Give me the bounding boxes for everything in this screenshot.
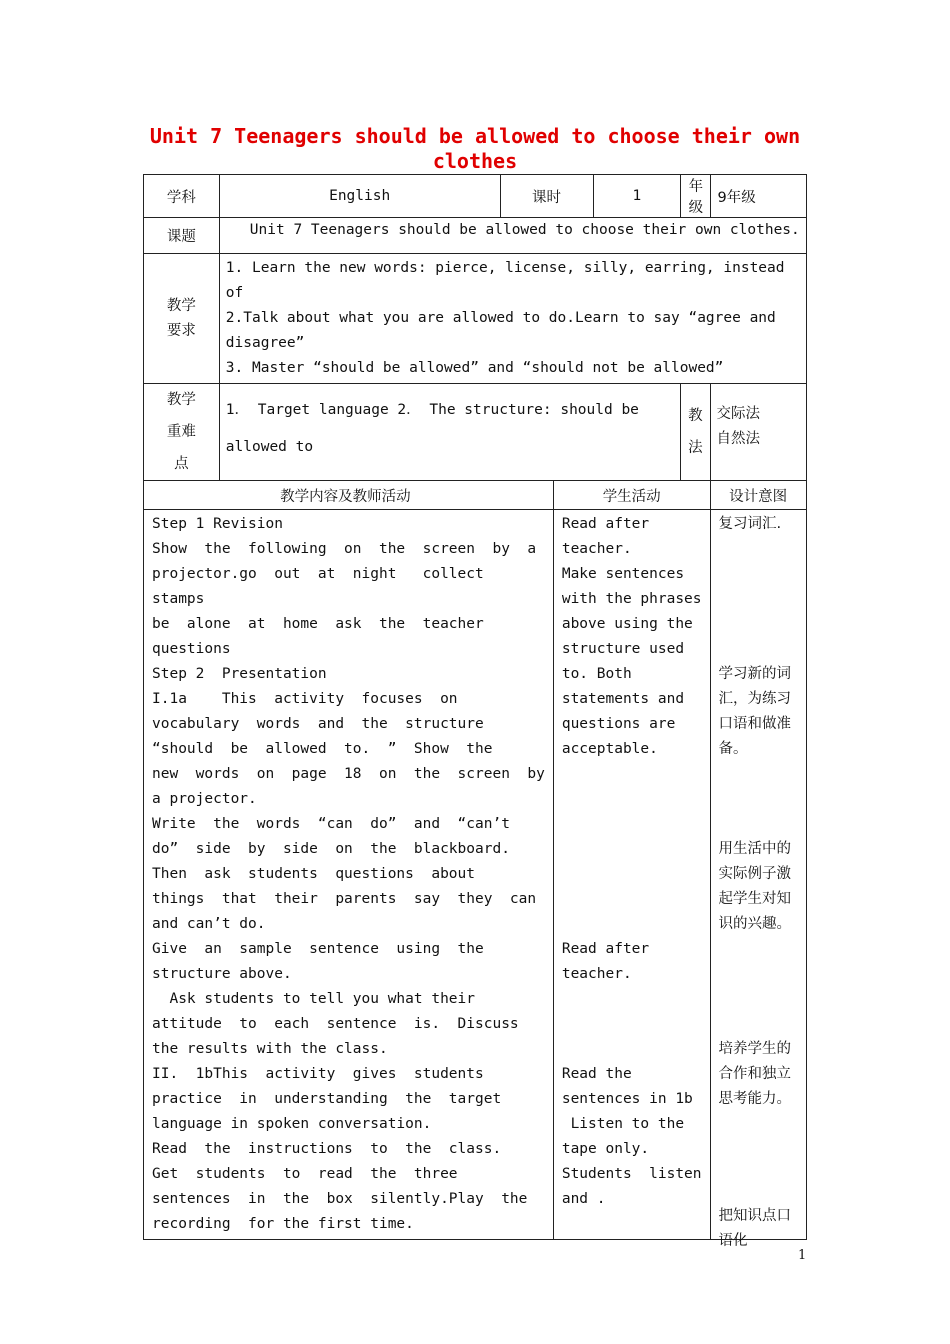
teacher-activity-line: Show the following on the screen by a: [152, 541, 537, 557]
grade-label: 年级: [681, 175, 711, 218]
teacher-activity-lines: [152, 512, 545, 1237]
student-activity-line: tape only.: [561, 1141, 650, 1157]
student-activity-line: [562, 837, 702, 862]
content-column-header: 教学内容及教师活动: [144, 481, 554, 510]
teacher-activity-line: things that their parents say they can: [152, 891, 537, 907]
key-points-label: 教学 重难 点: [144, 384, 220, 481]
key-points-text: 1． Target language 2． The structure: should be allowed to: [219, 384, 680, 481]
page-title: Unit 7 Teenagers should be allowed to choose their own clothes: [149, 124, 801, 173]
method-item: 交际法: [716, 406, 761, 422]
design-item: 培养学生的合作和独立思考能力。: [718, 1041, 792, 1107]
student-activity-line: [562, 762, 702, 787]
design-item: 把知识点口语化: [718, 1208, 792, 1249]
student-activity-line: [562, 1012, 702, 1037]
method-label: 教 法: [681, 384, 710, 481]
requirement-line: 1. Learn the new words: pierce, license, silly, earring, instead: [225, 260, 785, 276]
subject-label: 学科: [144, 175, 220, 218]
teacher-activity-line: practice in understanding the target: [152, 1091, 502, 1107]
design-item: 复习词汇.: [718, 516, 782, 532]
student-activity-line: Read the: [561, 1066, 632, 1082]
teacher-activity-line: vocabulary words and the structure: [152, 716, 484, 732]
teacher-activity-line: Read the instructions to the class.: [152, 1141, 502, 1157]
teacher-activity-line: stamps: [152, 591, 205, 607]
teacher-activity-line: Ask students to tell you what their: [152, 991, 476, 1007]
student-activity-line: [562, 987, 702, 1012]
student-activity-line: questions are: [561, 716, 676, 732]
teacher-activity-line: questions: [152, 641, 231, 657]
teacher-activity-line: “should be allowed to. ” Show the: [152, 741, 493, 757]
student-column-header: 学生活动: [553, 481, 710, 510]
teacher-activity-line: Step 2 Presentation: [152, 666, 327, 682]
info-row: [144, 175, 807, 218]
topic-value: Unit 7 Teenagers should be allowed to choose their own clothes.: [219, 218, 806, 254]
teacher-activity-line: a projector.: [152, 791, 257, 807]
topic-row: [144, 218, 807, 254]
teacher-activity-line: Give an sample sentence using the: [152, 941, 484, 957]
student-activities: [553, 510, 710, 1240]
teacher-activity-line: language in spoken conversation.: [152, 1116, 432, 1132]
teacher-activity-line: and can’t do.: [152, 916, 266, 932]
methods-list: [710, 384, 806, 481]
student-activity-line: [562, 912, 702, 937]
student-activity-line: [562, 887, 702, 912]
student-activity-line: Make sentences: [561, 566, 685, 582]
teacher-activity-line: II. 1bThis activity gives students: [152, 1066, 484, 1082]
grade-value: 9年级: [711, 175, 806, 218]
requirement-line: 2.Talk about what you are allowed to do.Learn to say “agree and: [225, 310, 776, 326]
teacher-activity-line: Get students to read the three: [152, 1166, 458, 1182]
design-column-header: 设计意图: [710, 481, 806, 510]
teacher-activity-line: new words on page 18 on the screen by: [152, 766, 545, 782]
student-activity-line: [562, 812, 702, 837]
period-value: 1: [593, 175, 681, 218]
teacher-activity-line: projector.go out at night collect: [152, 566, 484, 582]
teacher-activity-line: the results with the class.: [152, 1041, 388, 1057]
requirement-line: 3. Master “should be allowed” and “should not be allowed”: [225, 360, 724, 376]
page-number: 1: [798, 1248, 807, 1263]
requirement-line: of: [225, 285, 244, 301]
teacher-activity-line: Then ask students questions about: [152, 866, 476, 882]
teacher-activity-line: Write the words “can do” and “can’t: [152, 816, 510, 832]
subject-value: English: [219, 175, 500, 218]
teacher-activity-line: sentences in the box silently.Play the: [152, 1191, 528, 1207]
requirements-row: [144, 254, 807, 384]
teacher-activities: [144, 510, 554, 1240]
lesson-plan-table: [143, 174, 807, 1249]
student-activity-line: to. Both: [561, 666, 632, 682]
student-activity-line: Read after: [561, 941, 650, 957]
student-activity-line: teacher.: [561, 541, 632, 557]
design-item: 用生活中的实际例子激起学生对知识的兴趣。: [718, 841, 792, 932]
requirement-line: disagree”: [225, 335, 305, 351]
student-activity-line: structure used: [561, 641, 685, 657]
student-activity-line: with the phrases: [561, 591, 702, 607]
method-item: 自然法: [716, 431, 761, 447]
student-activity-line: teacher.: [561, 966, 632, 982]
requirements-label: 教学 要求: [144, 254, 220, 384]
student-activity-line: Read after: [561, 516, 650, 532]
teacher-activity-line: recording for the first time.: [152, 1216, 414, 1232]
student-activity-line: [562, 1037, 702, 1062]
student-activity-line: statements and: [561, 691, 685, 707]
teacher-activity-line: structure above.: [152, 966, 292, 982]
design-item: 学习新的词汇，为练习口语和做准备。: [718, 666, 792, 757]
period-label: 课时: [500, 175, 593, 218]
teacher-activity-line: be alone at home ask the teacher: [152, 616, 484, 632]
student-activity-line: Listen to the: [561, 1116, 685, 1132]
student-activity-line: and .: [561, 1191, 606, 1207]
key-points-row: [144, 384, 807, 481]
teacher-activity-line: do” side by side on the blackboard.: [152, 841, 510, 857]
main-content-row: [144, 510, 807, 1240]
student-activity-lines: [562, 512, 702, 1212]
columns-header-row: [144, 481, 807, 510]
requirements-list: [219, 254, 806, 384]
design-intentions: [710, 510, 806, 1249]
student-activity-line: above using the: [561, 616, 693, 632]
student-activity-line: [562, 787, 702, 812]
student-activity-line: acceptable.: [561, 741, 658, 757]
student-activity-line: [562, 862, 702, 887]
topic-label: 课题: [144, 218, 220, 254]
student-activity-line: Students listen: [561, 1166, 702, 1182]
teacher-activity-line: attitude to each sentence is. Discuss: [152, 1016, 519, 1032]
student-activity-line: sentences in 1b: [561, 1091, 693, 1107]
teacher-activity-line: Step 1 Revision: [152, 516, 283, 532]
teacher-activity-line: I.1a This activity focuses on: [152, 691, 458, 707]
